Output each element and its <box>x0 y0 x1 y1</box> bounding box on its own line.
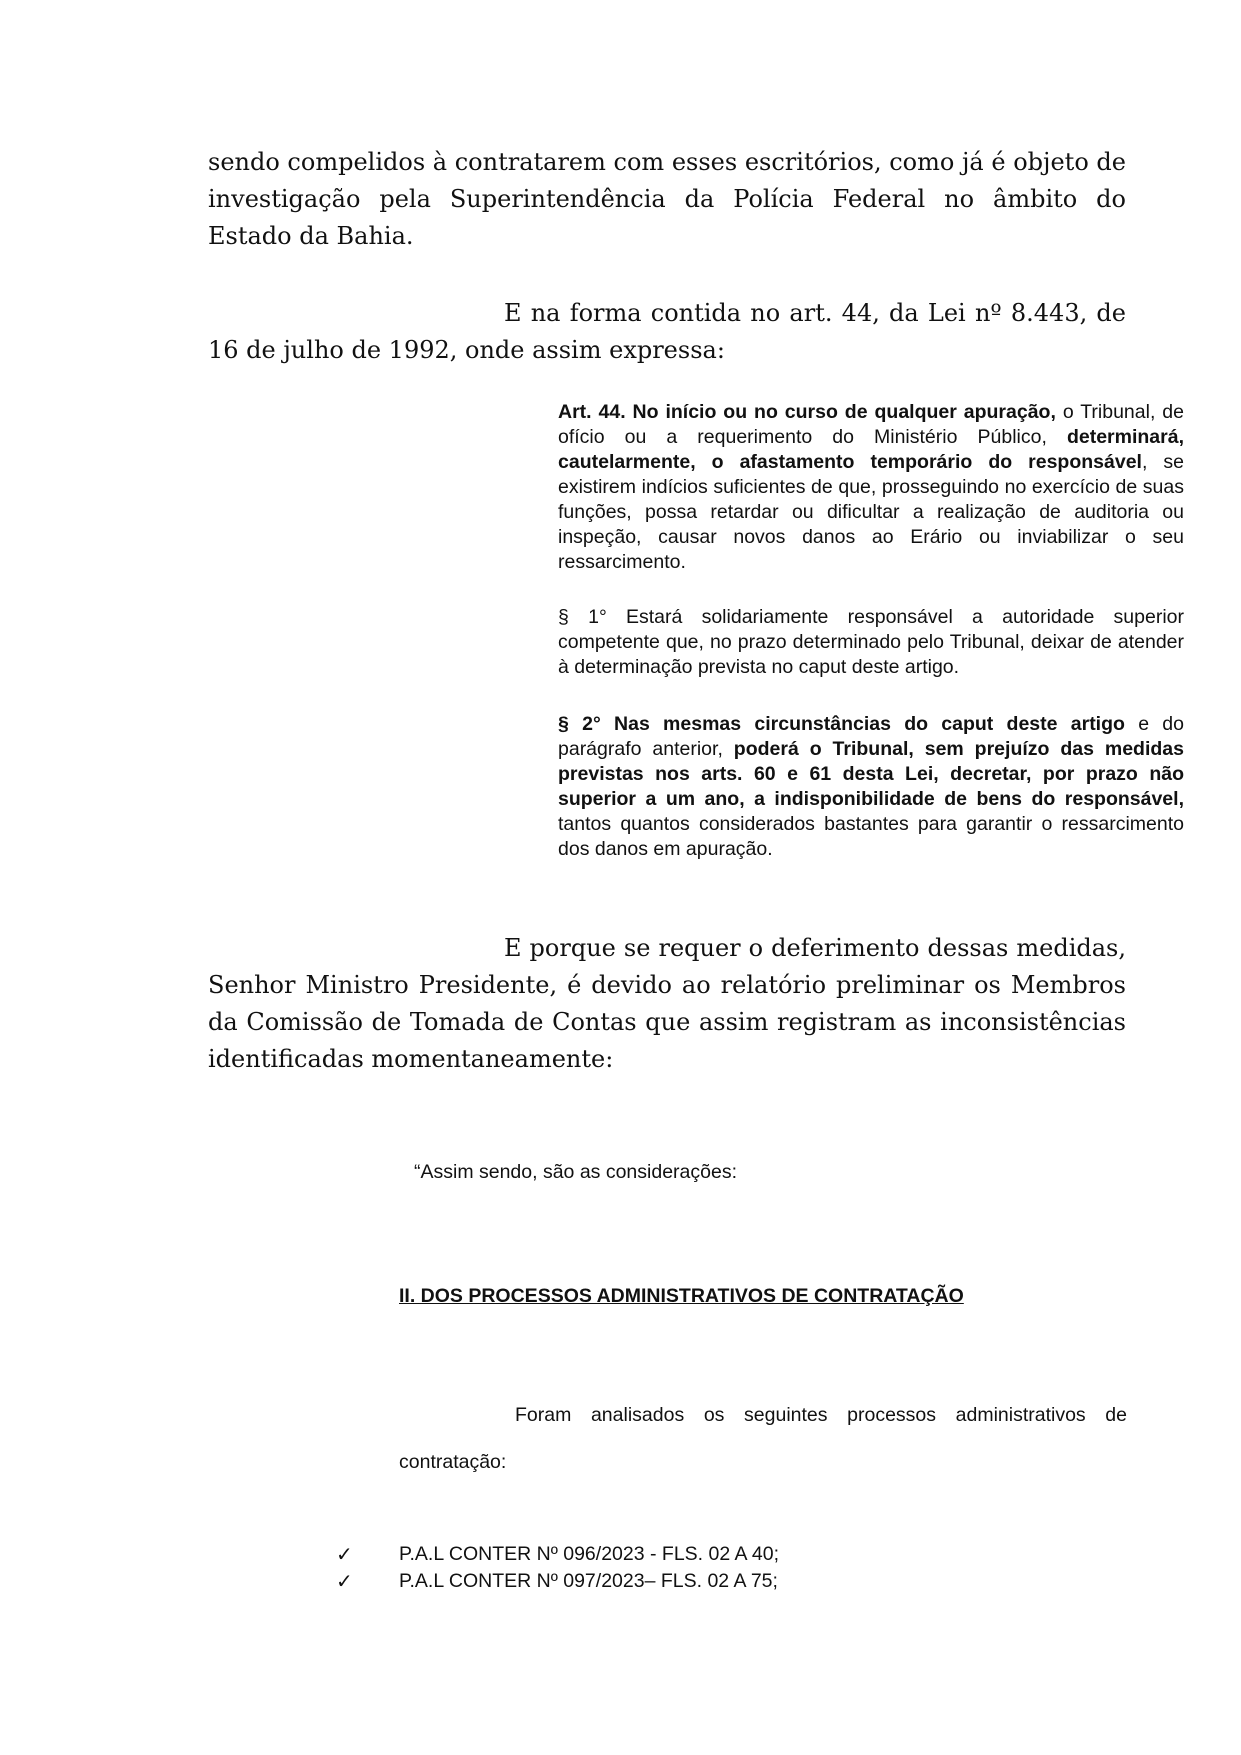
quote-par2-text-1: e do parágrafo anterior, <box>558 713 1184 760</box>
quote-paragraph-2 <box>504 712 1184 862</box>
process-item-text: P.A.L CONTER Nº 096/2023 - FLS. 02 A 40; <box>399 1543 779 1565</box>
quote-art44-text-2: , se existirem indícios suficientes de que, prosseguindo no exercício de suas funções, possa retardar ou dificultar a realização de auditoria ou inspeção, causar novos danos ao Erário ou inviabilizar o seu ressarcimento. <box>558 451 1184 573</box>
quote-art44 <box>504 400 1184 575</box>
process-item-text: P.A.L CONTER Nº 097/2023– FLS. 02 A 75; <box>399 1570 778 1592</box>
section-heading: II. DOS PROCESSOS ADMINISTRATIVOS DE CONTRATAÇÃO <box>399 1285 964 1307</box>
considerations-line: “Assim sendo, são as considerações: <box>414 1161 737 1183</box>
processes-intro: Foram analisados os seguintes processos administrativos de contratação: <box>399 1404 1127 1473</box>
quote-art44-text-1: o Tribunal, de ofício ou a requerimento do Ministério Público, <box>558 401 1184 448</box>
check-icon: ✓ <box>336 1542 353 1566</box>
quote-par2-text-2: tantos quantos considerados bastantes para garantir o ressarcimento dos danos em apuração. <box>558 813 1184 860</box>
quote-par2-bold-2: poderá o Tribunal, sem prejuízo das medidas previstas nos arts. 60 e 61 desta Lei, decretar, por prazo não superior a um ano, a indisponibilidade de bens do responsável, <box>558 738 1184 810</box>
paragraph-art44-intro: E na forma contida no art. 44, da Lei nº 8.443, de 16 de julho de 1992, onde assim expressa: <box>208 299 1126 364</box>
paragraph-investigation: sendo compelidos à contratarem com esses escritórios, como já é objeto de investigação pela Superintendência da Polícia Federal no âmbito do Estado da Bahia. <box>208 148 1126 250</box>
check-icon: ✓ <box>336 1569 353 1593</box>
quote-paragraph-1: § 1° Estará solidariamente responsável a autoridade superior competente que, no prazo determinado pelo Tribunal, deixar de atender à determinação prevista no caput deste artigo. <box>558 606 1184 678</box>
quote-par2-bold-1: § 2° Nas mesmas circunstâncias do caput deste artigo <box>558 713 1125 735</box>
quote-art44-bold-2: determinará, cautelarmente, o afastamento temporário do responsável <box>558 426 1184 473</box>
quote-art44-bold-1: Art. 44. No início ou no curso de qualquer apuração, <box>558 401 1056 423</box>
paragraph-request: E porque se requer o deferimento dessas medidas, Senhor Ministro Presidente, é devido ao relatório preliminar os Membros da Comissão de Tomada de Contas que assim registram as inconsistências identificadas momentaneamente: <box>208 934 1126 1073</box>
